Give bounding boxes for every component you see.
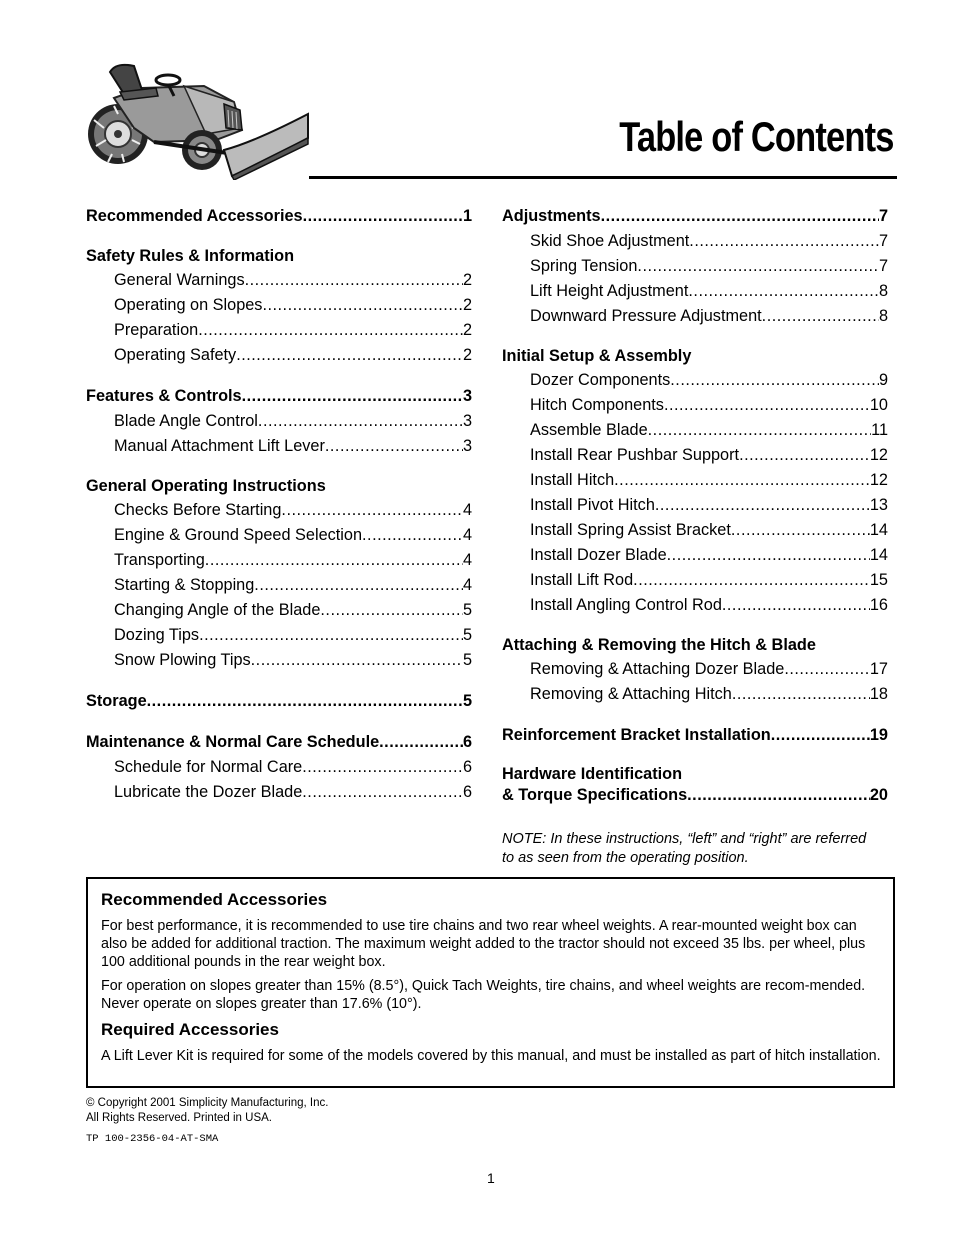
toc-entry[interactable]: Lubricate the Dozer Blade ..... 6 (86, 780, 472, 805)
toc-heading: Attaching & Removing the Hitch & Blade (502, 636, 816, 654)
toc-entry[interactable]: Operating on Slopes ..... 2 (86, 293, 472, 318)
toc-entry[interactable]: Dozing Tips ..... 5 (86, 623, 472, 648)
required-accessories-heading: Required Accessories (101, 1020, 279, 1039)
toc-entry[interactable]: Assemble Blade ..... 11 (502, 418, 888, 443)
toc-entry[interactable]: Spring Tension ..... 7 (502, 254, 888, 279)
toc-heading-entry[interactable]: Features & Controls ..... 3 (86, 384, 472, 409)
toc-left-column (86, 204, 472, 821)
toc-entry[interactable]: Install Dozer Blade ..... 14 (502, 543, 888, 568)
copyright (86, 1096, 328, 1126)
title-rule (309, 176, 897, 179)
toc-heading-entry[interactable]: Adjustments ..... 7 (502, 204, 888, 229)
toc-section (86, 475, 472, 673)
toc-heading-entry[interactable]: Maintenance & Normal Care Schedule ..... 6 (86, 730, 472, 755)
toc-heading: Safety Rules & Information (86, 247, 295, 265)
toc-entry[interactable]: Changing Angle of the Blade ..... 5 (86, 598, 472, 623)
toc-section (502, 723, 888, 748)
note-text: NOTE: In these instructions, “left” and “right” are referred to as seen from the operating position. (502, 831, 867, 866)
page-title: Table of Contents (619, 113, 894, 160)
toc-section (502, 204, 888, 329)
toc-entry[interactable]: Manual Attachment Lift Lever ..... 3 (86, 434, 472, 459)
toc-section (502, 764, 888, 806)
toc-section (86, 204, 472, 229)
toc-heading: Initial Setup & Assembly (502, 347, 692, 365)
toc-section (86, 689, 472, 714)
toc-entry[interactable]: Snow Plowing Tips ..... 5 (86, 648, 472, 673)
copyright-line: All Rights Reserved. Printed in USA. (86, 1112, 272, 1124)
copyright-line: © Copyright 2001 Simplicity Manufacturing, Inc. (86, 1097, 329, 1109)
toc-section (86, 384, 472, 459)
toc-section (86, 245, 472, 368)
toc-entry[interactable]: Removing & Attaching Hitch ..... 18 (502, 682, 888, 707)
toc-entry[interactable]: Dozer Components ..... 9 (502, 368, 888, 393)
tractor-with-dozer-blade-illustration (84, 58, 310, 180)
toc-heading-entry[interactable]: Recommended Accessories ..... 1 (86, 204, 472, 229)
toc-entry[interactable]: Hitch Components ..... 10 (502, 393, 888, 418)
toc-heading: Hardware Identification (502, 765, 683, 783)
toc-entry[interactable]: Skid Shoe Adjustment ..... 7 (502, 229, 888, 254)
document-code: TP 100-2356-04-AT-SMA (86, 1133, 219, 1145)
toc-entry[interactable]: Install Hitch ..... 12 (502, 468, 888, 493)
toc-entry[interactable]: Install Rear Pushbar Support ..... 12 (502, 443, 888, 468)
accessories-paragraph: For operation on slopes greater than 15% (8.5°), Quick Tach Weights, tire chains, and wheel weights are recom-mended. Never operate on slopes greater than 17.6% (10°). (101, 978, 866, 1012)
toc-entry[interactable]: Checks Before Starting ..... 4 (86, 498, 472, 523)
page-number: 1 (487, 1170, 495, 1186)
accessories-paragraph: For best performance, it is recommended to use tire chains and two rear wheel weights. A rear-mounted weight box can also be added for additional traction. The maximum weight added to the tractor should not exceed 35 lbs. per wheel, plus 100 additional pounds in the rear weight box. (101, 918, 866, 970)
toc-heading-entry[interactable]: & Torque Specifications ..... 20 (502, 784, 888, 806)
toc-entry[interactable]: Transporting ..... 4 (86, 548, 472, 573)
toc-heading-entry[interactable]: Storage ..... 5 (86, 689, 472, 714)
toc-entry[interactable]: Engine & Ground Speed Selection ..... 4 (86, 523, 472, 548)
toc-entry[interactable]: Blade Angle Control ..... 3 (86, 409, 472, 434)
toc-entry[interactable]: Lift Height Adjustment ..... 8 (502, 279, 888, 304)
toc-section (86, 730, 472, 805)
toc-entry[interactable]: Schedule for Normal Care ..... 6 (86, 755, 472, 780)
toc-entry[interactable]: Install Pivot Hitch ..... 13 (502, 493, 888, 518)
toc-section (502, 345, 888, 618)
recommended-accessories-heading: Recommended Accessories (101, 890, 328, 909)
toc-heading: General Operating Instructions (86, 477, 326, 495)
toc-entry[interactable]: Install Lift Rod ..... 15 (502, 568, 888, 593)
toc-entry[interactable]: Downward Pressure Adjustment ..... 8 (502, 304, 888, 329)
toc-entry[interactable]: Install Angling Control Rod ..... 16 (502, 593, 888, 618)
toc-entry[interactable]: Operating Safety ..... 2 (86, 343, 472, 368)
accessories-box (86, 877, 895, 1088)
toc-right-column (502, 204, 888, 822)
toc-entry[interactable]: Preparation ..... 2 (86, 318, 472, 343)
toc-section (502, 634, 888, 707)
toc-entry[interactable]: Starting & Stopping ..... 4 (86, 573, 472, 598)
toc-entry[interactable]: General Warnings ..... 2 (86, 268, 472, 293)
toc-entry[interactable]: Install Spring Assist Bracket ..... 14 (502, 518, 888, 543)
toc-heading-entry[interactable]: Reinforcement Bracket Installation ..... 19 (502, 723, 888, 748)
toc-entry[interactable]: Removing & Attaching Dozer Blade ..... 17 (502, 657, 888, 682)
accessories-paragraph: A Lift Lever Kit is required for some of the models covered by this manual, and must be installed as part of hitch installation. (101, 1048, 881, 1064)
